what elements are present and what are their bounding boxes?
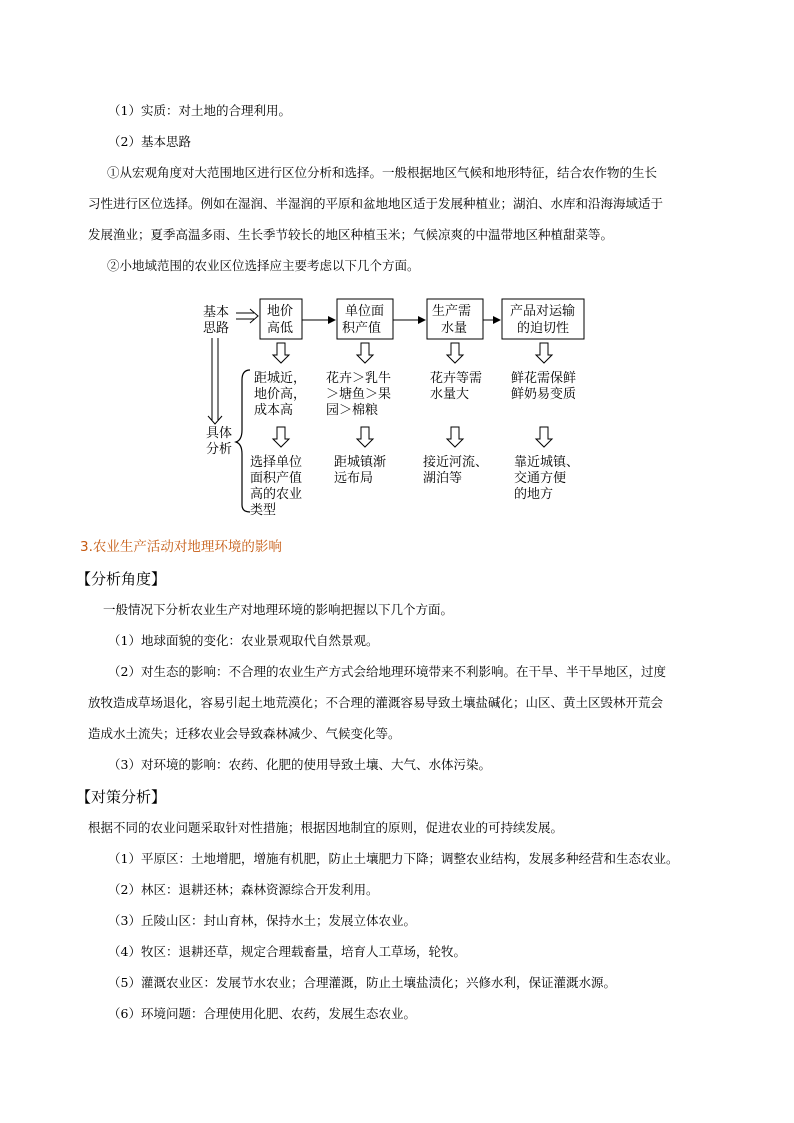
double-arrow-down-icon xyxy=(208,338,222,424)
item-plains: （1）平原区：土地增肥，增施有机肥，防止土壤肥力下降；调整农业结构，发展多种经营和生态农业。 xyxy=(108,851,679,866)
box-output-value-l2: 积产值 xyxy=(342,321,382,336)
mid-output-2: ＞塘鱼＞果 xyxy=(326,387,392,402)
paragraph-macro-line2: 习性进行区位选择。例如在湿润、半湿润的平原和盆地地区适于发展种植业；湖泊、水库和沿海海域适于 xyxy=(88,196,664,211)
item-essence: （1）实质：对土地的合理利用。 xyxy=(108,103,291,118)
mid-land-price-1: 距城近， xyxy=(254,371,307,386)
paragraph-macro-line1: ①从宏观角度对大范围地区进行区位分析和选择。一般根据地区气候和地形特征，结合农作物的生长 xyxy=(107,165,658,180)
label-basic-idea-2: 思路 xyxy=(203,321,230,336)
item-forest: （2）林区：退耕还林；森林资源综合开发利用。 xyxy=(108,882,379,897)
paragraph-macro-line3: 发展渔业；夏季高温多雨、生长季节较长的地区种植玉米；气候凉爽的中温带地区种植甜菜等。 xyxy=(88,227,614,242)
mid-land-price-2: 地价高， xyxy=(254,387,307,402)
bottom-output-1: 距城镇渐 xyxy=(334,455,387,470)
box-transport-urgency-l1: 产品对运输 xyxy=(510,304,576,319)
item-ecology-line1: （2）对生态的影响：不合理的农业生产方式会给地理环境带来不利影响。在干旱、半干旱地区，过度 xyxy=(108,664,666,679)
bottom-land-price-2: 面积产值 xyxy=(250,471,303,486)
bottom-land-price-3: 高的农业 xyxy=(250,487,303,502)
bottom-output-2: 远布局 xyxy=(334,471,374,486)
box-transport-urgency-l2: 的迫切性 xyxy=(517,321,570,336)
mid-water-2: 水量大 xyxy=(430,387,470,402)
location-factor-diagram xyxy=(0,0,794,540)
item-irrigation: （5）灌溉农业区：发展节水农业；合理灌溉，防止土壤盐渍化；兴修水利，保证灌溉水源。 xyxy=(108,975,616,990)
bottom-transport-1: 靠近城镇、 xyxy=(514,455,580,470)
paragraph-intro: 一般情况下分析农业生产对地理环境的影响把握以下几个方面。 xyxy=(103,602,454,617)
mid-water-1: 花卉等需 xyxy=(430,371,483,386)
box-output-value-l1: 单位面 xyxy=(345,304,385,319)
bottom-transport-2: 交通方便 xyxy=(514,471,567,486)
item-hills: （3）丘陵山区：封山育林，保持水土；发展立体农业。 xyxy=(108,913,416,928)
double-arrow-right-icon xyxy=(236,309,258,323)
item-environment-issues: （6）环境问题：合理使用化肥、农药，发展生态农业。 xyxy=(108,1006,416,1021)
item-pasture: （4）牧区：退耕还草，规定合理载畜量，培育人工草场，轮牧。 xyxy=(108,944,466,959)
hollow-down-arrow-icon xyxy=(273,427,552,447)
mid-output-3: 园＞棉粮 xyxy=(326,403,379,418)
mid-land-price-3: 成本高 xyxy=(254,403,294,418)
label-analysis-2: 分析 xyxy=(206,442,233,457)
bottom-water-1: 接近河流、 xyxy=(423,455,489,470)
subheading-countermeasures: 【对策分析】 xyxy=(76,788,167,806)
item-landscape-change: （1）地球面貌的变化：农业景观取代自然景观。 xyxy=(108,633,379,648)
paragraph-countermeasure-intro: 根据不同的农业问题采取针对性措施；根据因地制宜的原则，促进农业的可持续发展。 xyxy=(88,820,564,835)
bottom-land-price-4: 类型 xyxy=(250,503,277,518)
mid-transport-1: 鲜花需保鲜 xyxy=(511,371,577,386)
item-basic-idea: （2）基本思路 xyxy=(108,134,191,149)
paragraph-small-area: ②小地域范围的农业区位选择应主要考虑以下几个方面。 xyxy=(107,258,420,273)
item-ecology-line2: 放牧造成草场退化，容易引起土地荒漠化；不合理的灌溉容易导致土壤盐碱化；山区、黄土区毁林开荒会 xyxy=(88,695,664,710)
bottom-transport-3: 的地方 xyxy=(514,487,554,502)
label-basic-idea-1: 基本 xyxy=(203,305,230,320)
item-environment: （3）对环境的影响：农药、化肥的使用导致土壤、大气、水体污染。 xyxy=(108,757,491,772)
box-water-demand-l1: 生产需 xyxy=(432,304,472,319)
mid-transport-2: 鲜奶易变质 xyxy=(511,387,577,402)
section-heading-impact: 3.农业生产活动对地理环境的影响 xyxy=(80,539,282,555)
subheading-analysis-angle: 【分析角度】 xyxy=(76,570,167,588)
label-analysis-1: 具体 xyxy=(206,426,233,441)
bottom-land-price-1: 选择单位 xyxy=(250,455,303,470)
hollow-down-arrow-icon xyxy=(273,343,552,363)
item-ecology-line3: 造成水土流失；迁移农业会导致森林减少、气候变化等。 xyxy=(88,726,401,741)
bottom-water-2: 湖泊等 xyxy=(423,471,463,486)
curly-brace-icon xyxy=(236,370,250,512)
box-land-price-l1: 地价 xyxy=(267,304,294,319)
mid-output-1: 花卉＞乳牛 xyxy=(326,371,392,386)
box-water-demand-l2: 水量 xyxy=(441,321,468,336)
box-land-price-l2: 高低 xyxy=(267,321,294,336)
